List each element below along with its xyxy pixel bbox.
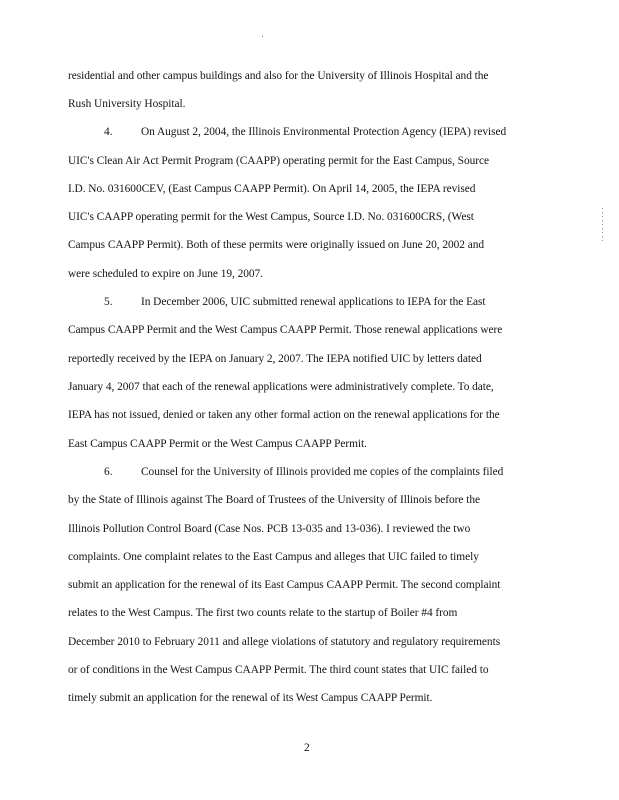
text-line: IEPA has not issued, denied or taken any other formal action on the renewal applications for the bbox=[68, 409, 500, 421]
text-line: timely submit an application for the renewal of its West Campus CAAPP Permit. bbox=[68, 692, 433, 704]
paragraph-number: 6. bbox=[104, 466, 113, 478]
text-line: January 4, 2007 that each of the renewal applications were administratively complete. To date, bbox=[68, 381, 494, 393]
scan-speck bbox=[262, 36, 263, 37]
text-line: submit an application for the renewal of its East Campus CAAPP Permit. The second complaint bbox=[68, 579, 501, 591]
text-line: Counsel for the University of Illinois provided me copies of the complaints filed bbox=[141, 466, 504, 478]
text-line: Campus CAAPP Permit and the West Campus CAAPP Permit. Those renewal applications were bbox=[68, 324, 503, 336]
text-line: UIC's Clean Air Act Permit Program (CAAPP) operating permit for the East Campus, Source bbox=[68, 155, 489, 167]
page-number: 2 bbox=[304, 742, 310, 754]
text-line: December 2010 to February 2011 and allege violations of statutory and regulatory requirements bbox=[68, 636, 501, 648]
text-line: reportedly received by the IEPA on January 2, 2007. The IEPA notified UIC by letters dated bbox=[68, 353, 482, 365]
text-line: relates to the West Campus. The first two counts relate to the startup of Boiler #4 from bbox=[68, 607, 458, 619]
paragraph-number: 4. bbox=[104, 126, 113, 138]
text-line: UIC's CAAPP operating permit for the West Campus, Source I.D. No. 031600CRS, (West bbox=[68, 211, 474, 223]
text-line: or of conditions in the West Campus CAAPP Permit. The third count states that UIC failed to bbox=[68, 664, 489, 676]
text-line: On August 2, 2004, the Illinois Environmental Protection Agency (IEPA) revised bbox=[141, 126, 507, 138]
text-line: by the State of Illinois against The Board of Trustees of the University of Illinois before the bbox=[68, 494, 480, 506]
text-line: residential and other campus buildings and also for the University of Illinois Hospital and the bbox=[68, 70, 489, 82]
text-line: In December 2006, UIC submitted renewal applications to IEPA for the East bbox=[141, 296, 486, 308]
text-line: East Campus CAAPP Permit or the West Campus CAAPP Permit. bbox=[68, 438, 367, 450]
text-line: were scheduled to expire on June 19, 2007. bbox=[68, 268, 263, 280]
text-line: complaints. One complaint relates to the East Campus and alleges that UIC failed to timely bbox=[68, 551, 479, 563]
margin-mark bbox=[602, 208, 603, 242]
text-line: Rush University Hospital. bbox=[68, 98, 186, 110]
paragraph-number: 5. bbox=[104, 296, 113, 308]
text-line: Campus CAAPP Permit). Both of these permits were originally issued on June 20, 2002 and bbox=[68, 239, 485, 251]
text-line: Illinois Pollution Control Board (Case Nos. PCB 13-035 and 13-036). I reviewed the two bbox=[68, 523, 471, 535]
text-line: I.D. No. 031600CEV, (East Campus CAAPP Permit). On April 14, 2005, the IEPA revised bbox=[68, 183, 476, 195]
